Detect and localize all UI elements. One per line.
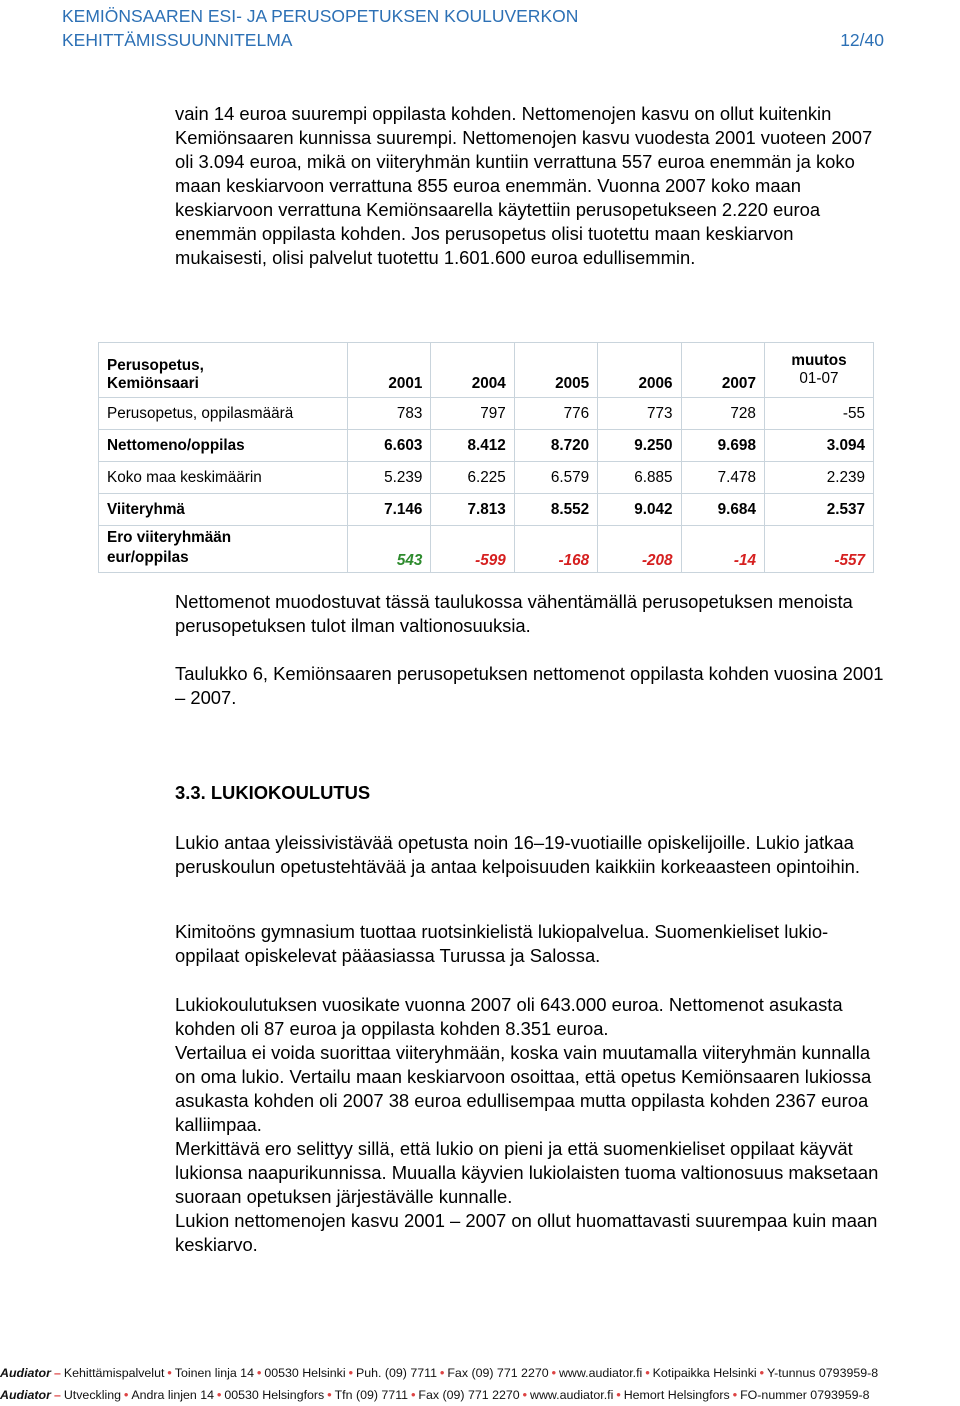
lukio-text-2: Kimitoöns gymnasium tuottaa ruotsinkielistä lukiopalvelua. Suomenkieliset lukio-oppilaat opiskelevat pääasiassa Turussa ja Salossa. (175, 921, 829, 966)
table-cell: 9.250 (598, 430, 681, 462)
table-cell: 8.412 (431, 430, 514, 462)
ero-cell: -14 (681, 526, 764, 573)
footer-item: Fax (09) 771 2270 (418, 1388, 520, 1402)
section-title: LUKIOKOULUTUS (210, 782, 371, 803)
footer-item: 00530 Helsingfors (224, 1388, 325, 1402)
ero-cell: -168 (514, 526, 597, 573)
table-header-row (99, 343, 874, 398)
table-cell: 6.225 (431, 462, 514, 494)
year-header: 2004 (431, 343, 514, 398)
table-header-label (99, 343, 348, 398)
year-header: 2005 (514, 343, 597, 398)
table-cell: 773 (598, 398, 681, 430)
lukio-text-3c: Merkittävä ero selittyy sillä, että lukio on pieni ja että suomenkieliset oppilaat käyvät lukionsa naapurikunnissa. Muualla käyvien lukiolaisten tuoma valtionosuus maksetaan suoraan opetuksen järjestävälle kunnalle. (175, 1138, 879, 1207)
table-cell: 728 (681, 398, 764, 430)
table-row-ero (99, 526, 874, 573)
table-cell: 7.478 (681, 462, 764, 494)
ero-label-line2: eur/oppilas (107, 549, 189, 566)
table-row (99, 462, 874, 494)
muutos-cell: 2.537 (764, 494, 873, 526)
year-header: 2006 (598, 343, 681, 398)
net-costs-table (98, 342, 874, 573)
footer-item: Puh. (09) 7711 (355, 1366, 438, 1380)
table-cell: 6.603 (348, 430, 431, 462)
table-cell: 7.813 (431, 494, 514, 526)
ero-cell: -599 (431, 526, 514, 573)
table-cell: 9.684 (681, 494, 764, 526)
year-header: 2001 (348, 343, 431, 398)
row-label: Koko maa keskimäärin (99, 462, 348, 494)
table-cell: 8.720 (514, 430, 597, 462)
lukio-text-1: Lukio antaa yleissivistävää opetusta noin 16–19-vuotiaille opiskelijoille. Lukio jatkaa peruskoulun opetustehtävää ja antaa kelpoisuuden kaikkiin korkeaasteen opintoihin. (175, 832, 861, 877)
footer-item: Utveckling (63, 1388, 121, 1402)
ero-label-line1: Ero viiteryhmään (107, 529, 232, 546)
ero-muutos-cell: -557 (764, 526, 873, 573)
table-cell: 776 (514, 398, 597, 430)
intro-paragraph (175, 102, 885, 270)
table-cell: 6.885 (598, 462, 681, 494)
lukio-text-3a: Lukiokoulutuksen vuosikate vuonna 2007 oli 643.000 euroa. Nettomenot asukasta kohden oli 87 euroa ja oppilasta kohden 8.351 euroa. (175, 994, 843, 1039)
table-cell: 5.239 (348, 462, 431, 494)
year-header: 2007 (681, 343, 764, 398)
header-label-line2: Kemiönsaari (107, 375, 199, 392)
footer-item: Toinen linja 14 (174, 1366, 254, 1380)
footer-item: Fax (09) 771 2270 (447, 1366, 549, 1380)
table-note (175, 590, 885, 638)
header-title-line1: KEMIÖNSAAREN ESI- JA PERUSOPETUKSEN KOULUVERKON (62, 6, 579, 26)
page-number: 12/40 (840, 30, 884, 50)
lukio-paragraph-2 (175, 920, 885, 968)
muutos-line1: muutos (791, 352, 847, 369)
table-cell: 797 (431, 398, 514, 430)
page-header (62, 4, 884, 52)
intro-text: vain 14 euroa suurempi oppilasta kohden. Nettomenojen kasvu on ollut kuitenkin Kemiönsaaren kunnissa suurempi. Nettomenojen kasvu vuodesta 2001 vuoteen 2007 oli 3.094 euroa, mikä on viiteryhmän kuntiin verrattuna 557 euroa enemmän ja koko maan keskiarvoon verrattuna 855 euroa enemmän. Vuonna 2007 koko maan keskiarvoon verrattuna Kemiönsaarella käytettiin perusopetukseen 2.220 euroa enemmän oppilasta kohden. Jos perusopetus olisi tuotettu maan keskiarvon mukaisesti, olisi palvelut tuotettu 1.601.600 euroa edullisemmin. (175, 103, 873, 268)
muutos-cell: 2.239 (764, 462, 873, 494)
header-title-line2: KEHITTÄMISSUUNNITELMA (62, 30, 293, 50)
footer-item: Tfn (09) 7711 (334, 1388, 409, 1402)
table-cell: 783 (348, 398, 431, 430)
footer-brand: Audiator (0, 1388, 51, 1402)
lukio-text-3d: Lukion nettomenojen kasvu 2001 – 2007 on ollut huomattavasti suurempaa kuin maan keskiarvo. (175, 1210, 878, 1255)
table-cell: 9.042 (598, 494, 681, 526)
footer-item: Hemort Helsingfors (623, 1388, 730, 1402)
table-cell: 8.552 (514, 494, 597, 526)
lukio-paragraph-1 (175, 831, 885, 879)
footer-link[interactable]: www.audiator.fi (530, 1388, 614, 1402)
ero-label (99, 526, 348, 573)
table-caption (175, 662, 885, 710)
note-text: Nettomenot muodostuvat tässä taulukossa vähentämällä perusopetuksen menoista perusopetuksen tulot ilman valtionosuuksia. (175, 591, 853, 636)
ero-cell: -208 (598, 526, 681, 573)
section-number: 3.3. (175, 782, 206, 803)
row-label: Viiteryhmä (99, 494, 348, 526)
table-row (99, 430, 874, 462)
footer-brand: Audiator (0, 1366, 51, 1380)
table-row (99, 398, 874, 430)
footer-swedish: Audiator – Utveckling • Andra linjen 14 • 00530 Helsingfors • Tfn (09) 7711 • Fax (09) 771 2270 • www.audiator.fi • Hemort Helsingfors • FO-nummer 0793959-8 (0, 1388, 870, 1402)
footer-item: Kehittämispalvelut (63, 1366, 165, 1380)
footer-link[interactable]: www.audiator.fi (558, 1366, 643, 1380)
section-heading (175, 781, 370, 805)
row-label: Perusopetus, oppilasmäärä (99, 398, 348, 430)
footer-item: Andra linjen 14 (131, 1388, 215, 1402)
table-row (99, 494, 874, 526)
header-label-line1: Perusopetus, (107, 357, 204, 374)
footer-item: FO-nummer 0793959-8 (740, 1388, 870, 1402)
muutos-cell: -55 (764, 398, 873, 430)
footer-item: 00530 Helsinki (264, 1366, 346, 1380)
lukio-text-3b: Vertailua ei voida suorittaa viiteryhmään, koska vain muutamalla viiteryhmän kunnalla on oma lukio. Vertailu maan keskiarvoon osoittaa, että opetus Kemiönsaaren lukiossa asukasta kohden oli 2007 38 euroa edullisempaa mutta oppilasta kohden 2367 euroa kalliimpaa. (175, 1042, 872, 1135)
table-cell: 7.146 (348, 494, 431, 526)
footer-finnish: Audiator – Kehittämispalvelut • Toinen linja 14 • 00530 Helsinki • Puh. (09) 7711 • Fax (09) 771 2270 • www.audiator.fi • Kotipaikka Helsinki • Y-tunnus 0793959-8 (0, 1366, 879, 1380)
lukio-paragraph-3 (175, 993, 885, 1257)
muutos-header (764, 343, 873, 398)
caption-text: Taulukko 6, Kemiönsaaren perusopetuksen nettomenot oppilasta kohden vuosina 2001 – 2007. (175, 663, 884, 708)
muutos-line2: 01-07 (799, 370, 839, 387)
row-label: Nettomeno/oppilas (99, 430, 348, 462)
footer-item: Kotipaikka Helsinki (652, 1366, 757, 1380)
table-cell: 9.698 (681, 430, 764, 462)
muutos-cell: 3.094 (764, 430, 873, 462)
footer-item: Y-tunnus 0793959-8 (767, 1366, 879, 1380)
ero-cell: 543 (348, 526, 431, 573)
table-cell: 6.579 (514, 462, 597, 494)
